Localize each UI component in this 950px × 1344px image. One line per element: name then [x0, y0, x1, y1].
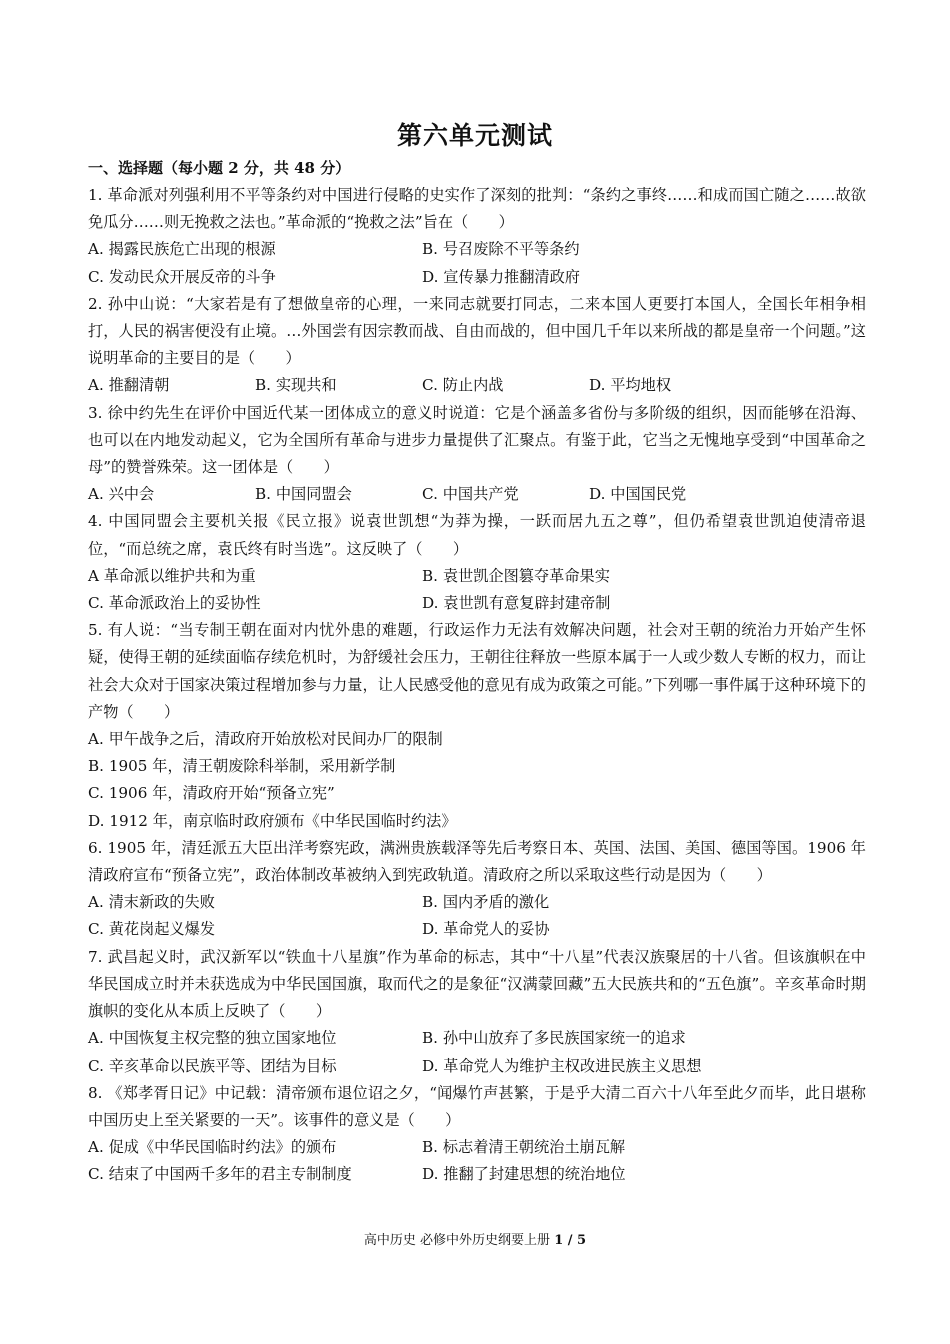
option-a: A. 揭露民族危亡出现的根源 [88, 240, 276, 259]
option-b: B. 国内矛盾的激化 [422, 893, 550, 912]
question-5 [88, 617, 866, 835]
option-d: D. 推翻了封建思想的统治地位 [422, 1165, 626, 1184]
section-heading: 一、选择题（每小题 2 分，共 48 分） [88, 159, 351, 177]
option-c: C. 辛亥革命以民族平等、团结为目标 [88, 1056, 337, 1075]
question-7 [88, 944, 866, 1080]
options [88, 563, 866, 617]
option-c: C. 中国共产党 [422, 485, 519, 504]
option-a: A 革命派以维护共和为重 [88, 566, 256, 585]
option-c: C. 发动民众开展反帝的斗争 [88, 267, 276, 286]
question-stem: 4. 中国同盟会主要机关报《民立报》说袁世凯想“为莽为操，一跃而居九五之尊”，但仍希望袁世凯迫使清帝退位，“而总统之席，袁氏终有时当选”。这反映了（ ） [88, 512, 866, 558]
option-b: B. 袁世凯企图篡夺革命果实 [422, 566, 610, 585]
option-d: D. 革命党人为维护主权改进民族主义思想 [422, 1056, 702, 1075]
option-a: A. 中国恢复主权完整的独立国家地位 [88, 1029, 337, 1048]
option-b: B. 孙中山放弃了多民族国家统一的追求 [422, 1029, 686, 1048]
option-b: B. 实现共和 [255, 376, 337, 395]
question-stem: 5. 有人说：“当专制王朝在面对内忧外患的难题，行政运作力无法有效解决问题，社会对王朝的统治力开始产生怀疑，使得王朝的延续面临存续危机时，为舒缓社会压力，王朝往往释放一些原本属于一人或少数人专断的权力，而让社会大众对于国家决策过程增加参与力量，让人民感受他的意见有成为政策之可能。”下列哪一事件属于这种环境下的产物（ ） [88, 621, 866, 721]
page-number: 1 / 5 [554, 1233, 587, 1248]
question-stem: 2. 孙中山说：“大家若是有了想做皇帝的心理，一来同志就要打同志，二来本国人更要打本国人，全国长年相争相打，人民的祸害便没有止境。…外国尝有因宗教而战、自由而战的，但中国几千年以来所战的都是皇帝一个问题。”这说明革命的主要目的是（ ） [88, 294, 866, 368]
question-1 [88, 182, 866, 291]
question-stem: 8. 《郑孝胥日记》中记载：清帝颁布退位诏之夕，“闻爆竹声甚繁，于是乎大清二百六十八年至此夕而毕，此日堪称中国历史上至关紧要的一天”。该事件的意义是（ ） [88, 1083, 866, 1129]
option-a: A. 促成《中华民国临时约法》的颁布 [88, 1138, 337, 1157]
option-c: C. 黄花岗起义爆发 [88, 920, 216, 939]
option-c: C. 防止内战 [422, 376, 504, 395]
question-list [88, 182, 866, 1189]
options [88, 372, 866, 399]
option-c: C. 1906 年，清政府开始“预备立宪” [88, 784, 335, 803]
option-b: B. 1905 年，清王朝废除科举制，采用新学制 [88, 757, 396, 776]
option-a: A. 兴中会 [88, 485, 155, 504]
option-c: C. 结束了中国两千多年的君主专制制度 [88, 1165, 352, 1184]
option-d: D. 1912 年，南京临时政府颁布《中华民国临时约法》 [88, 811, 457, 830]
question-6 [88, 835, 866, 944]
option-c: C. 革命派政治上的妥协性 [88, 594, 261, 613]
footer-text: 高中历史 必修中外历史纲要上册 [363, 1233, 555, 1248]
question-3 [88, 400, 866, 509]
question-4 [88, 508, 866, 617]
option-d: D. 宣传暴力推翻清政府 [422, 267, 580, 286]
options [88, 889, 866, 943]
option-a: A. 甲午战争之后，清政府开始放松对民间办厂的限制 [88, 730, 443, 749]
options [88, 236, 866, 290]
option-a: A. 清末新政的失败 [88, 893, 215, 912]
options [88, 1025, 866, 1079]
question-stem: 6. 1905 年，清廷派五大臣出洋考察宪政，满洲贵族载泽等先后考察日本、英国、法国、美国、德国等国。1906 年清政府宣布“预备立宪”，政治体制改革被纳入到宪政轨道。清政府之所以采取这些行动是因为（ ） [88, 838, 866, 885]
option-b: B. 标志着清王朝统治土崩瓦解 [422, 1138, 626, 1157]
question-2 [88, 291, 866, 400]
options [88, 481, 866, 508]
option-d: D. 革命党人的妥协 [422, 920, 550, 939]
question-8 [88, 1080, 866, 1189]
option-a: A. 推翻清朝 [88, 376, 170, 395]
option-b: B. 号召废除不平等条约 [422, 240, 580, 259]
options [88, 1134, 866, 1188]
page-title: 第六单元测试 [396, 121, 553, 150]
page-footer [0, 1229, 950, 1248]
option-d: D. 中国国民党 [589, 485, 687, 504]
option-b: B. 中国同盟会 [255, 485, 352, 504]
option-d: D. 袁世凯有意复辟封建帝制 [422, 594, 611, 613]
options [88, 726, 866, 835]
question-stem: 3. 徐中约先生在评价中国近代某一团体成立的意义时说道：它是个涵盖多省份与多阶级的组织，因而能够在沿海、也可以在内地发动起义，它为全国所有革命与进步力量提供了汇聚点。有鉴于此，它当之无愧地享受到“中国革命之母”的赞誉殊荣。这一团体是（ ） [88, 403, 866, 477]
option-d: D. 平均地权 [589, 376, 672, 395]
question-stem: 7. 武昌起义时，武汉新军以“铁血十八星旗”作为革命的标志，其中“十八星”代表汉族聚居的十八省。但该旗帜在中华民国成立时并未获选成为中华民国国旗，取而代之的是象征“汉满蒙回藏”五大民族共和的“五色旗”。辛亥革命时期旗帜的变化从本质上反映了（ ） [88, 947, 866, 1021]
question-stem: 1. 革命派对列强利用不平等条约对中国进行侵略的史实作了深刻的批判：“条约之事终……和成而国亡随之……故欲免瓜分……则无挽救之法也。”革命派的“挽救之法”旨在（ ） [88, 186, 866, 232]
